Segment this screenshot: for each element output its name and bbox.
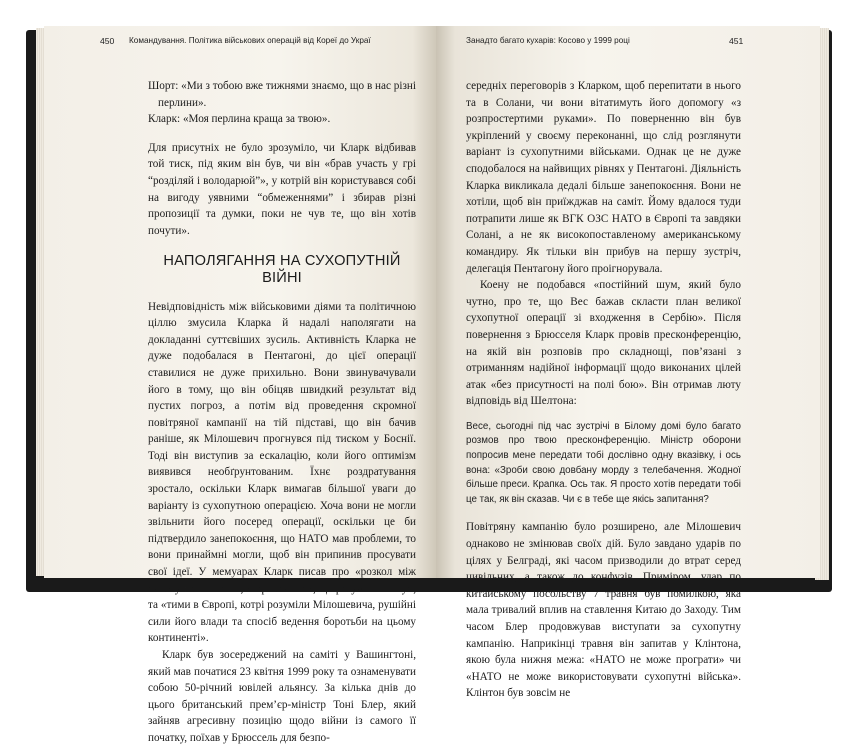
section-heading: НАПОЛЯГАННЯ НА СУХОПУТНІЙ ВІЙНІ <box>163 253 401 286</box>
paragraph: середніх переговорів з Кларком, щоб перепитати в нього та в Солани, чи вони вітатимуть його допомогу «з розпростертими руками». По поверненню він був укріплений у своєму переконанні, що слід розглянути варіант із сухопутними військами. Однак це не дуже сподобалося на найвищих рівнях у Пентагоні. Діяльність Кларка викликала дедалі більше занепокоєння. Вони не хотіли, щоб він приїжджав на саміт. Йому вдалося туди потрапити лише як ВГК ОЗС НАТО в Європі та завдяки Солані, а не як високопоставленому американському командиру. Як тільки він прибув на першу зустріч, делегація Пентагону його проігнорувала. <box>466 80 741 275</box>
paragraph: Повітряну кампанію було розширено, але Мілошевич однаково не змінював своїх дій. Було завдано ударів по цілях у Белграді, які часом призводили до втрат серед цивільних, а також до конфузів. Приміром, удар по китайському посольству 7 травня був помилкою, яка мала тривалий вплив на ставлення Китаю до Заходу. Тим часом Блер продовжував виступати за сухопутну кампанію. Наприкінці травня він запитав у Клінтона, якою була нижня межа: «НАТО не може програти» чи «НАТО не може використовувати сухопутні війська». Клінтон був зовсім не <box>466 521 741 700</box>
right-running-head: Занадто багато кухарів: Косово у 1999 році <box>466 36 630 45</box>
paragraph: Невідповідність між військовими діями та політичною ціллю змусила Кларка й надалі наполягати на докладанні суттєвіших зусиль. Активність Кларка не дуже подобалася в Пентагоні, до цієї операції ставилися не дуже прихильно. Вони звинувачували його в тому, що він обіцяв швидкий результат від пустих погроз, а потім від проведення скромної повітряної кампанії на тій підставі, що він бачив раніше, як Мілошевич прогнувся під тиском у Боснії. Тоді він виступив за ескалацію, коли його оптимізм виявився необґрунтованим. Їхнє роздратування зростало, оскільки Кларк вимагав більшої уваги до варіанту із сухопутною операцією. Хоча вони не могли звільнити його посеред операції, оскільки це би підтвердило занепокоєння, що НАТО мав проблеми, то вони принаймні могли, щоб він припинив просувати свої ідеї. У мемуарах Кларк писав про «розкол між тими у Вашингтоні, котрі вважали, що розуміли війну», та «тими в Європі, котрі розуміли Мілошевича, рушійні сили його влади та спосіб ведення боротьби на цьому континенті». <box>148 300 416 645</box>
dialogue-line: Кларк: «Моя перлина краща за твою». <box>148 113 331 126</box>
left-page-number: 450 <box>100 36 115 46</box>
paragraph: Коену не подобався «постійний шум, який було чутно, про те, що Вес бажав скласти план великої сухопутної операції зі входження в Сербію». Після повернення з Брюсселя Кларк провів пресконференцію, на якій він розповів про складнощі, пов’язані з отриманням надійної інформації щодо виконаних цілей атак «без присутності на полі бою». Він отримав люту відповідь від Шелтона: <box>466 279 741 408</box>
paragraph: Для присутніх не було зрозуміло, чи Кларк відбивав той тиск, під яким він був, чи він «брав участь у грі “розділяй і володарюй”», у котрій він користувався собі на вигоду уявними “обмеженнями” і збирав різні пропозиції та думки, поки не чув те, що він хотів почути». <box>148 141 416 237</box>
block-quote <box>466 420 741 508</box>
paragraph: Кларк був зосереджений на саміті у Вашингтоні, який мав початися 23 квітня 1999 року та ознаменувати собою 50-річний ювілей альянсу. За кілька днів до цього британський прем’єр-міністр Тоні Блер, який зайняв агресивну позицію щодо війни із самого її початку, поїхав у Брюссель для безпо- <box>148 649 416 744</box>
left-running-head: Командування. Політика військових операцій від Кореї до Украї <box>129 36 371 45</box>
block-quote-text: Весе, сьогодні під час зустрічі в Білому домі було багато розмов про твою пресконференцію. Міністр оборони попросив мене передати тобі дослівно одну вказівку, і ось вона: «Зроби свою довбану морду з телебачення. Жодної більше преси. Крапка. Ось так. Я просто хотів передати тобі це так, як він сказав. Чи є в тебе ще якісь запитання? <box>466 420 741 505</box>
right-page-number: 451 <box>729 36 744 46</box>
right-text-column <box>466 78 741 702</box>
left-text-column <box>148 78 416 747</box>
dialogue-line: Шорт: «Ми з тобою вже тижнями знаємо, що в нас різні перлини». <box>148 80 416 109</box>
